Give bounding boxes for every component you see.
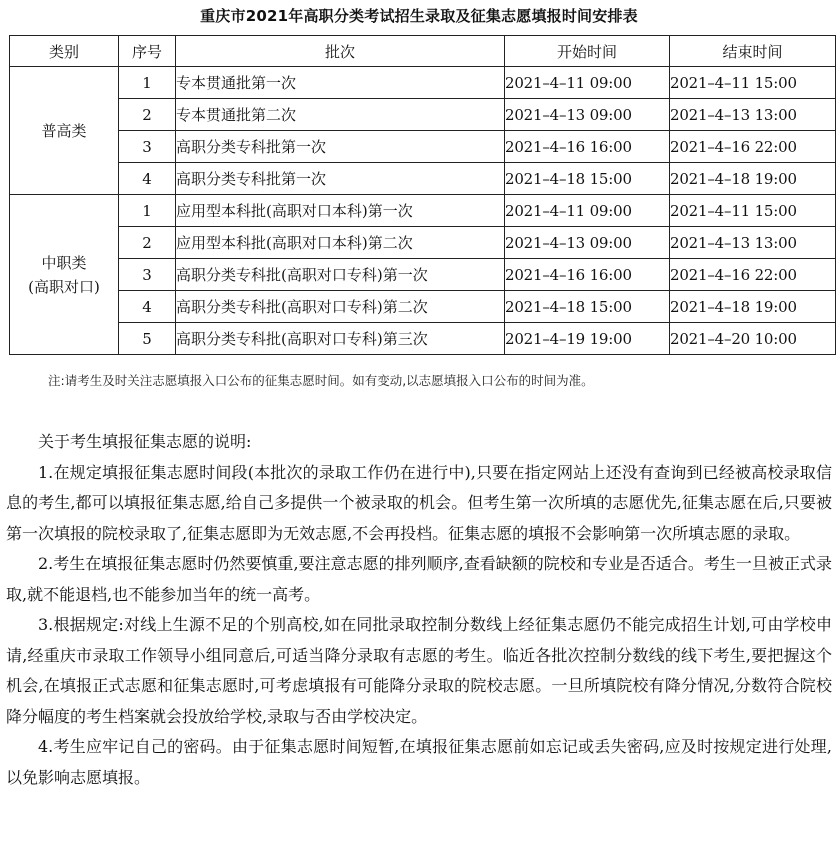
table-row [10, 163, 836, 195]
start-time: 2021–4–13 09:00 [505, 227, 670, 259]
start-time: 2021–4–16 16:00 [505, 259, 670, 291]
table-row [10, 227, 836, 259]
end-time: 2021–4–11 15:00 [670, 195, 836, 227]
category-sublabel: (高职对口) [28, 277, 100, 296]
row-number: 4 [119, 291, 176, 323]
schedule-table [9, 35, 836, 355]
category-label: 普高类 [41, 121, 87, 140]
row-number: 1 [119, 67, 176, 99]
row-number: 2 [119, 99, 176, 131]
batch-name: 应用型本科批(高职对口本科)第一次 [176, 195, 505, 227]
batch-name: 专本贯通批第二次 [176, 99, 505, 131]
end-time: 2021–4–13 13:00 [670, 227, 836, 259]
row-number: 1 [119, 195, 176, 227]
batch-name: 高职分类专科批第一次 [176, 131, 505, 163]
end-time: 2021–4–11 15:00 [670, 67, 836, 99]
start-time: 2021–4–18 15:00 [505, 291, 670, 323]
header-batch: 批次 [176, 36, 505, 67]
explanation-paragraph: 4.考生应牢记自己的密码。由于征集志愿时间短暂,在填报征集志愿前如忘记或丢失密码,应及时按规定进行处理,以免影响志愿填报。 [6, 737, 832, 787]
end-time: 2021–4–13 13:00 [670, 99, 836, 131]
start-time: 2021–4–11 09:00 [505, 195, 670, 227]
row-number: 3 [119, 131, 176, 163]
row-number: 3 [119, 259, 176, 291]
explanation-section [6, 427, 832, 793]
table-row [10, 99, 836, 131]
table-header-row [10, 36, 836, 67]
start-time: 2021–4–11 09:00 [505, 67, 670, 99]
batch-name: 高职分类专科批第一次 [176, 163, 505, 195]
table-note: 注:请考生及时关注志愿填报入口公布的征集志愿时间。如有变动,以志愿填报入口公布的时间为准。 [48, 373, 594, 388]
header-end-time: 结束时间 [670, 36, 836, 67]
start-time: 2021–4–19 19:00 [505, 323, 670, 355]
batch-name: 高职分类专科批(高职对口专科)第二次 [176, 291, 505, 323]
start-time: 2021–4–13 09:00 [505, 99, 670, 131]
start-time: 2021–4–16 16:00 [505, 131, 670, 163]
category-label: 中职类 [41, 253, 87, 272]
row-number: 4 [119, 163, 176, 195]
batch-name: 高职分类专科批(高职对口专科)第一次 [176, 259, 505, 291]
row-number: 2 [119, 227, 176, 259]
table-row [10, 195, 836, 227]
category-cell-general [10, 67, 119, 195]
table-row [10, 259, 836, 291]
explanation-heading: 关于考生填报征集志愿的说明: [38, 432, 252, 451]
table-row [10, 291, 836, 323]
explanation-paragraph: 2.考生在填报征集志愿时仍然要慎重,要注意志愿的排列顺序,查看缺额的院校和专业是否适合。考生一旦被正式录取,就不能退档,也不能参加当年的统一高考。 [6, 554, 832, 604]
end-time: 2021–4–16 22:00 [670, 259, 836, 291]
category-cell-vocational [10, 195, 119, 355]
end-time: 2021–4–16 22:00 [670, 131, 836, 163]
end-time: 2021–4–20 10:00 [670, 323, 836, 355]
header-start-time: 开始时间 [505, 36, 670, 67]
row-number: 5 [119, 323, 176, 355]
table-row [10, 323, 836, 355]
start-time: 2021–4–18 15:00 [505, 163, 670, 195]
explanation-paragraph: 3.根据规定:对线上生源不足的个别高校,如在同批录取控制分数线上经征集志愿仍不能完成招生计划,可由学校申请,经重庆市录取工作领导小组同意后,可适当降分录取有志愿的考生。临近各批次控制分数线的线下考生,要把握这个机会,在填报正式志愿和征集志愿时,可考虑填报有可能降分录取的院校志愿。一旦所填院校有降分情况,分数符合院校降分幅度的考生档案就会投放给学校,录取与否由学校决定。 [6, 615, 832, 726]
batch-name: 高职分类专科批(高职对口专科)第三次 [176, 323, 505, 355]
end-time: 2021–4–18 19:00 [670, 163, 836, 195]
batch-name: 应用型本科批(高职对口本科)第二次 [176, 227, 505, 259]
batch-name: 专本贯通批第一次 [176, 67, 505, 99]
end-time: 2021–4–18 19:00 [670, 291, 836, 323]
table-row [10, 131, 836, 163]
table-title: 重庆市2021年高职分类考试招生录取及征集志愿填报时间安排表 [200, 7, 638, 25]
header-category: 类别 [10, 36, 119, 67]
header-number: 序号 [119, 36, 176, 67]
explanation-paragraph: 1.在规定填报征集志愿时间段(本批次的录取工作仍在进行中),只要在指定网站上还没有查询到已经被高校录取信息的考生,都可以填报征集志愿,给自己多提供一个被录取的机会。但考生第一次所填的志愿优先,征集志愿在后,只要被第一次填报的院校录取了,征集志愿即为无效志愿,不会再投档。征集志愿的填报不会影响第一次所填志愿的录取。 [6, 462, 832, 543]
table-row [10, 67, 836, 99]
